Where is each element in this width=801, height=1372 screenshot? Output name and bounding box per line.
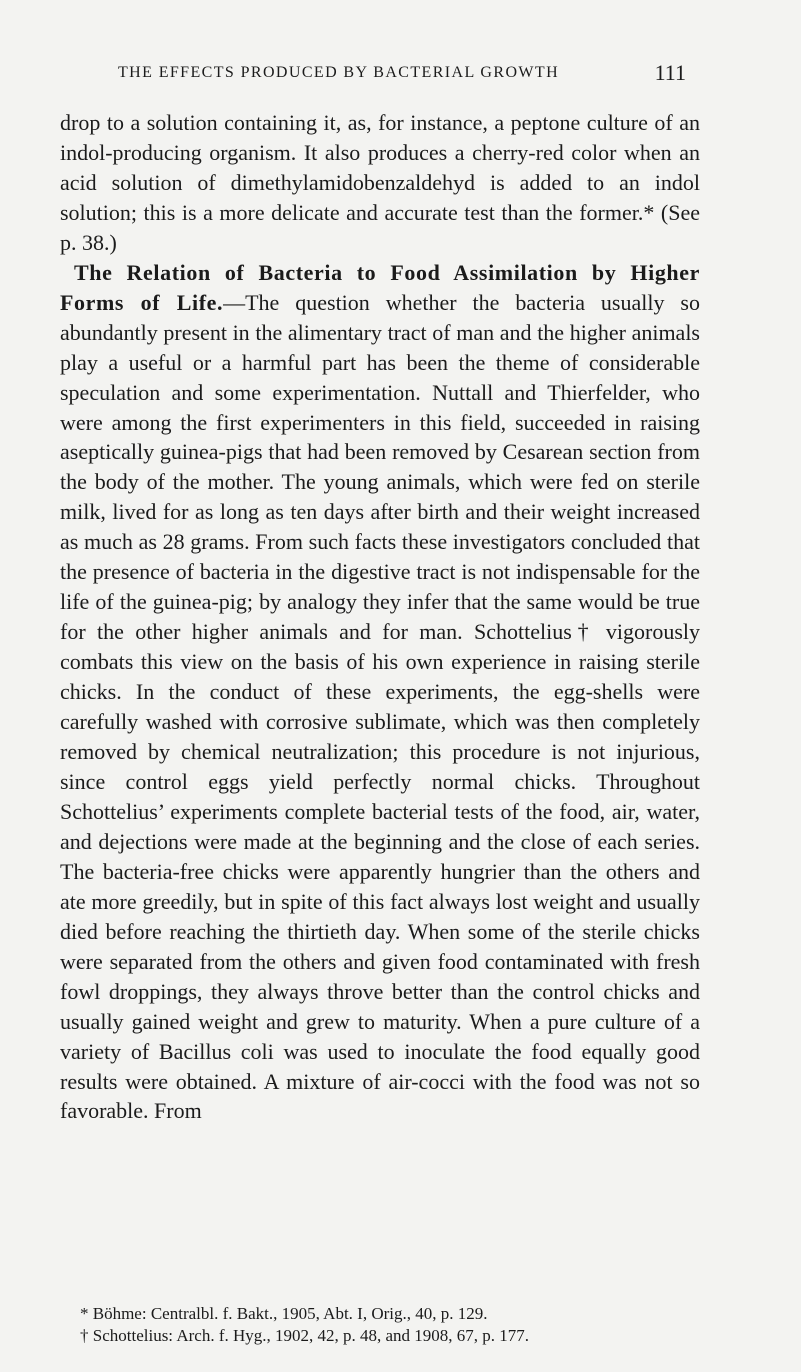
footnotes [80, 1303, 720, 1347]
footnote-schottelius: † Schottelius: Arch. f. Hyg., 1902, 42, p. 48, and 1908, 67, p. 177. [80, 1326, 530, 1345]
paragraph-text: —The question whether the bacteria usually so abundantly present in the alimentary tract of man and the higher animals play a useful or a harmful part has been the theme of considerable speculation and some experimentation. Nuttall and Thierfelder, who were among the first experimenters in this field, succeeded in raising aseptically guinea-pigs that had been removed by Cesarean section from the body of the mother. The young animals, which were fed on sterile milk, lived for as long as ten days after birth and their weight increased as much as 28 grams. From such facts these investigators concluded that the presence of bacteria in the digestive tract is not indispensable for the life of the guinea-pig; by analogy they infer that the same would be true for the other higher animals and for man. Schottelius† vigorously combats this view on the basis of his own experience in raising sterile chicks. In the conduct of these experiments, the egg-shells were carefully washed with corrosive sublimate, which was then completely removed by chemical neutralization; this procedure is not injurious, since control eggs yield perfectly normal chicks. Throughout Schottelius’ experiments complete bacterial tests of the food, air, water, and dejections were made at the beginning and the close of each series. The bacteria-free chicks were apparently hungrier than the others and ate more greedily, but in spite of this fact always lost weight and usually died before reaching the thirtieth day. When some of the sterile chicks were separated from the others and given food contaminated with fresh fowl droppings, they always throve better than the control chicks and usually gained weight and grew to maturity. When a pure culture of a variety of Bacillus coli was used to inoculate the food equally good results were obtained. A mixture of air-cocci with the food was not so favorable. From [60, 289, 700, 1124]
body-text [60, 108, 700, 1126]
section-heading: The Relation of Bacteria to Food Assimilation by Higher Forms of Life. [60, 259, 700, 315]
page-number: 111 [654, 60, 686, 85]
running-title: THE EFFECTS PRODUCED BY BACTERIAL GROWTH [118, 64, 560, 81]
footnote-bohme: * Böhme: Centralbl. f. Bakt., 1905, Abt. I, Orig., 40, p. 129. [80, 1304, 488, 1323]
page-header [118, 60, 686, 90]
paragraph-continuation: drop to a solution containing it, as, for instance, a peptone culture of an indol-producing organism. It also produces a cherry-red color when an acid solution of dimethylamidobenzaldehyd is added to an indol solution; this is a more delicate and accurate test than the former.* (See p. 38.) [60, 110, 700, 255]
paragraph-relation-of-bacteria [60, 258, 700, 1127]
